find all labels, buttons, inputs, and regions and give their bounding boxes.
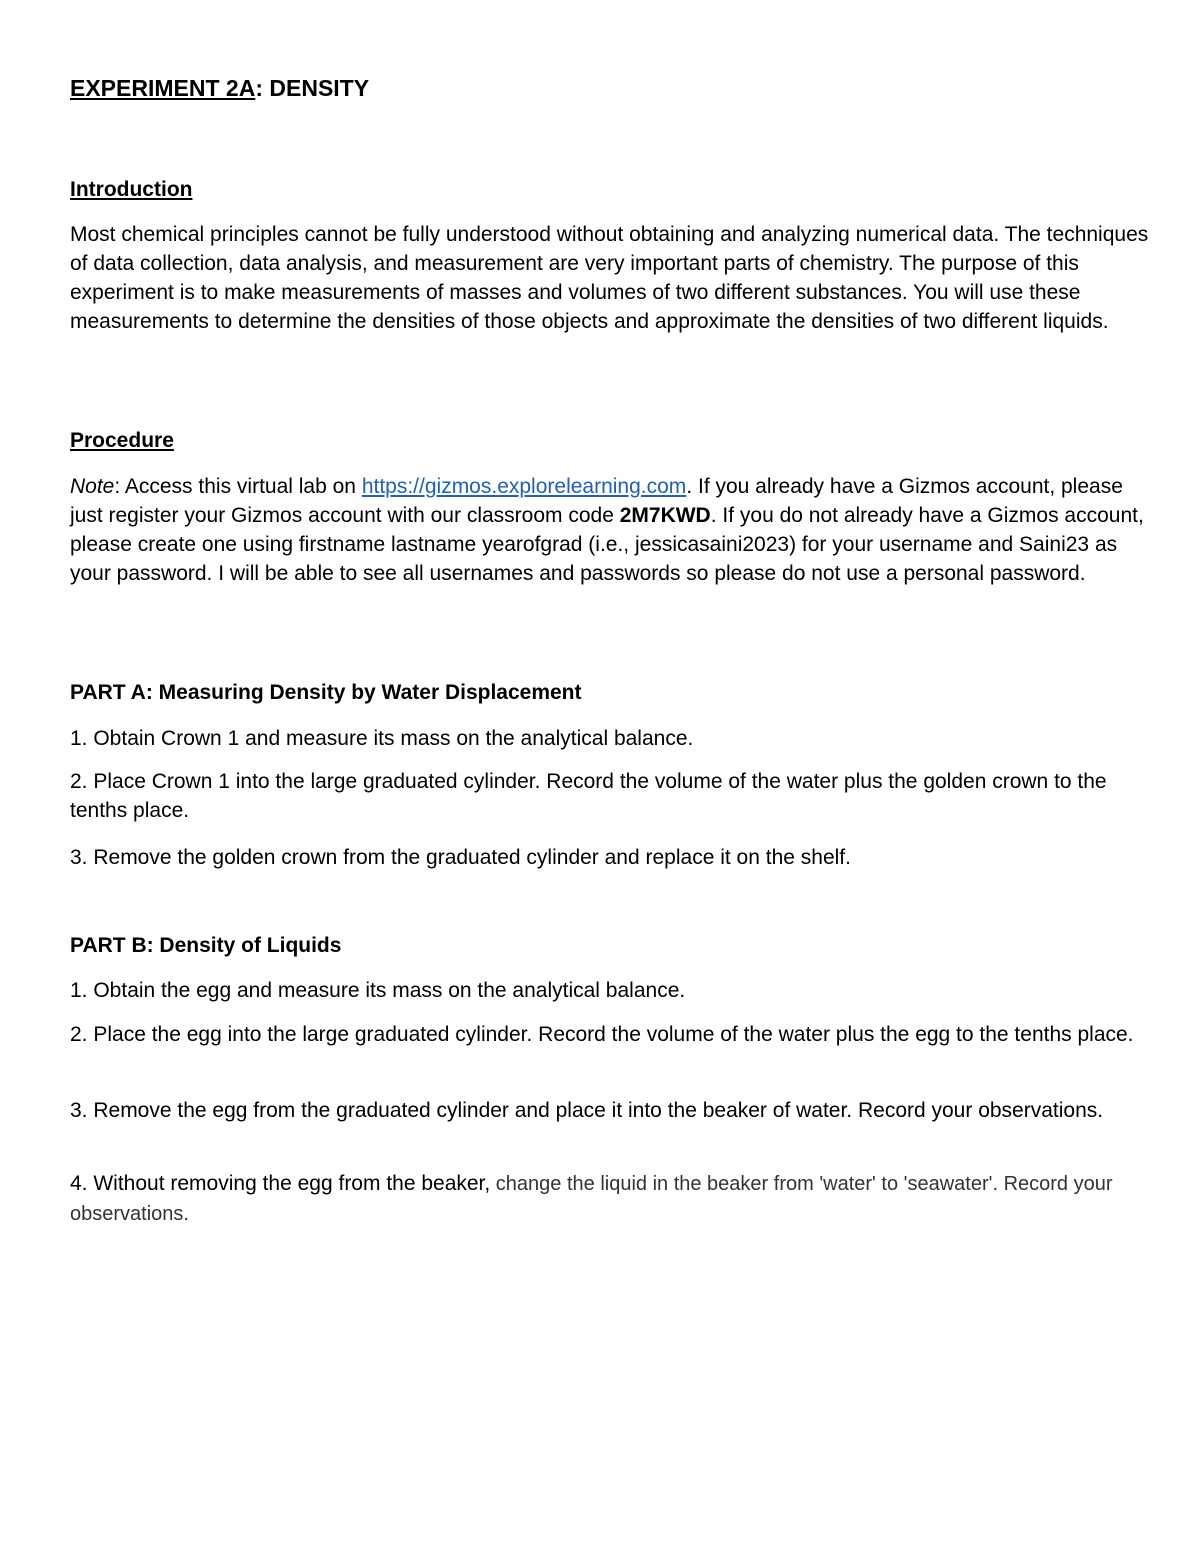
part-a-step: 1. Obtain Crown 1 and measure its mass on the analytical balance. — [70, 727, 694, 750]
part-b-step4-part1: 4. Without removing the egg from the beaker, — [70, 1172, 491, 1195]
note-text-3: . If you do not already have a Gizmos account, please create one using firstname lastname yearofgrad (i.e., — [70, 504, 1144, 556]
gizmos-link[interactable]: https://gizmos.explorelearning.com — [361, 475, 687, 498]
procedure-heading: Procedure — [70, 429, 174, 452]
part-b-step — [70, 1169, 1150, 1229]
part-b-heading: PART B: Density of Liquids — [70, 934, 342, 957]
title-subject: : DENSITY — [255, 75, 370, 101]
note-label: Note — [70, 475, 115, 498]
note-text-2: . If you already have a Gizmos account, please just register your Gizmos account with our classroom code — [70, 475, 1123, 527]
example-password: Saini23 — [1019, 533, 1090, 556]
introduction-heading: Introduction — [70, 178, 193, 201]
page-title — [70, 70, 369, 106]
class-code: 2M7KWD — [619, 504, 711, 527]
part-a-step: 2. Place Crown 1 into the large graduated cylinder. Record the volume of the water plus the golden crown to the tenths place. — [70, 770, 1107, 822]
note-text-5: as your password. I will be able to see all usernames and passwords so please do not use a personal password. — [70, 533, 1118, 585]
title-experiment-number: EXPERIMENT 2A — [70, 75, 256, 101]
part-a-step: 3. Remove the golden crown from the graduated cylinder and replace it on the shelf. — [70, 846, 851, 869]
procedure-note — [70, 472, 1150, 588]
part-b-step: 1. Obtain the egg and measure its mass on the analytical balance. — [70, 979, 686, 1002]
part-a-heading: PART A: Measuring Density by Water Displacement — [70, 681, 582, 704]
part-b-step: 2. Place the egg into the large graduated cylinder. Record the volume of the water plus the egg to the tenths place. — [70, 1023, 1134, 1046]
introduction-text: Most chemical principles cannot be fully understood without obtaining and analyzing numerical data. The techniques of data collection, data analysis, and measurement are very important parts of chemistry. The purpose of this experiment is to make measurements of masses and volumes of two different substances. You will use these measurements to determine the densities of those objects and approximate the densities of two different liquids. — [70, 223, 1149, 333]
part-b-step: 3. Remove the egg from the graduated cylinder and place it into the beaker of water. Record your observations. — [70, 1099, 1104, 1122]
example-username: jessicasaini2023 — [634, 533, 790, 556]
note-text-1: : Access this virtual lab on — [114, 475, 362, 498]
note-text-4: ) for your username and — [789, 533, 1020, 556]
part-b-step4-part2: change the liquid in the beaker from 'water' to 'seawater'. Record your observations. — [70, 1173, 1113, 1225]
